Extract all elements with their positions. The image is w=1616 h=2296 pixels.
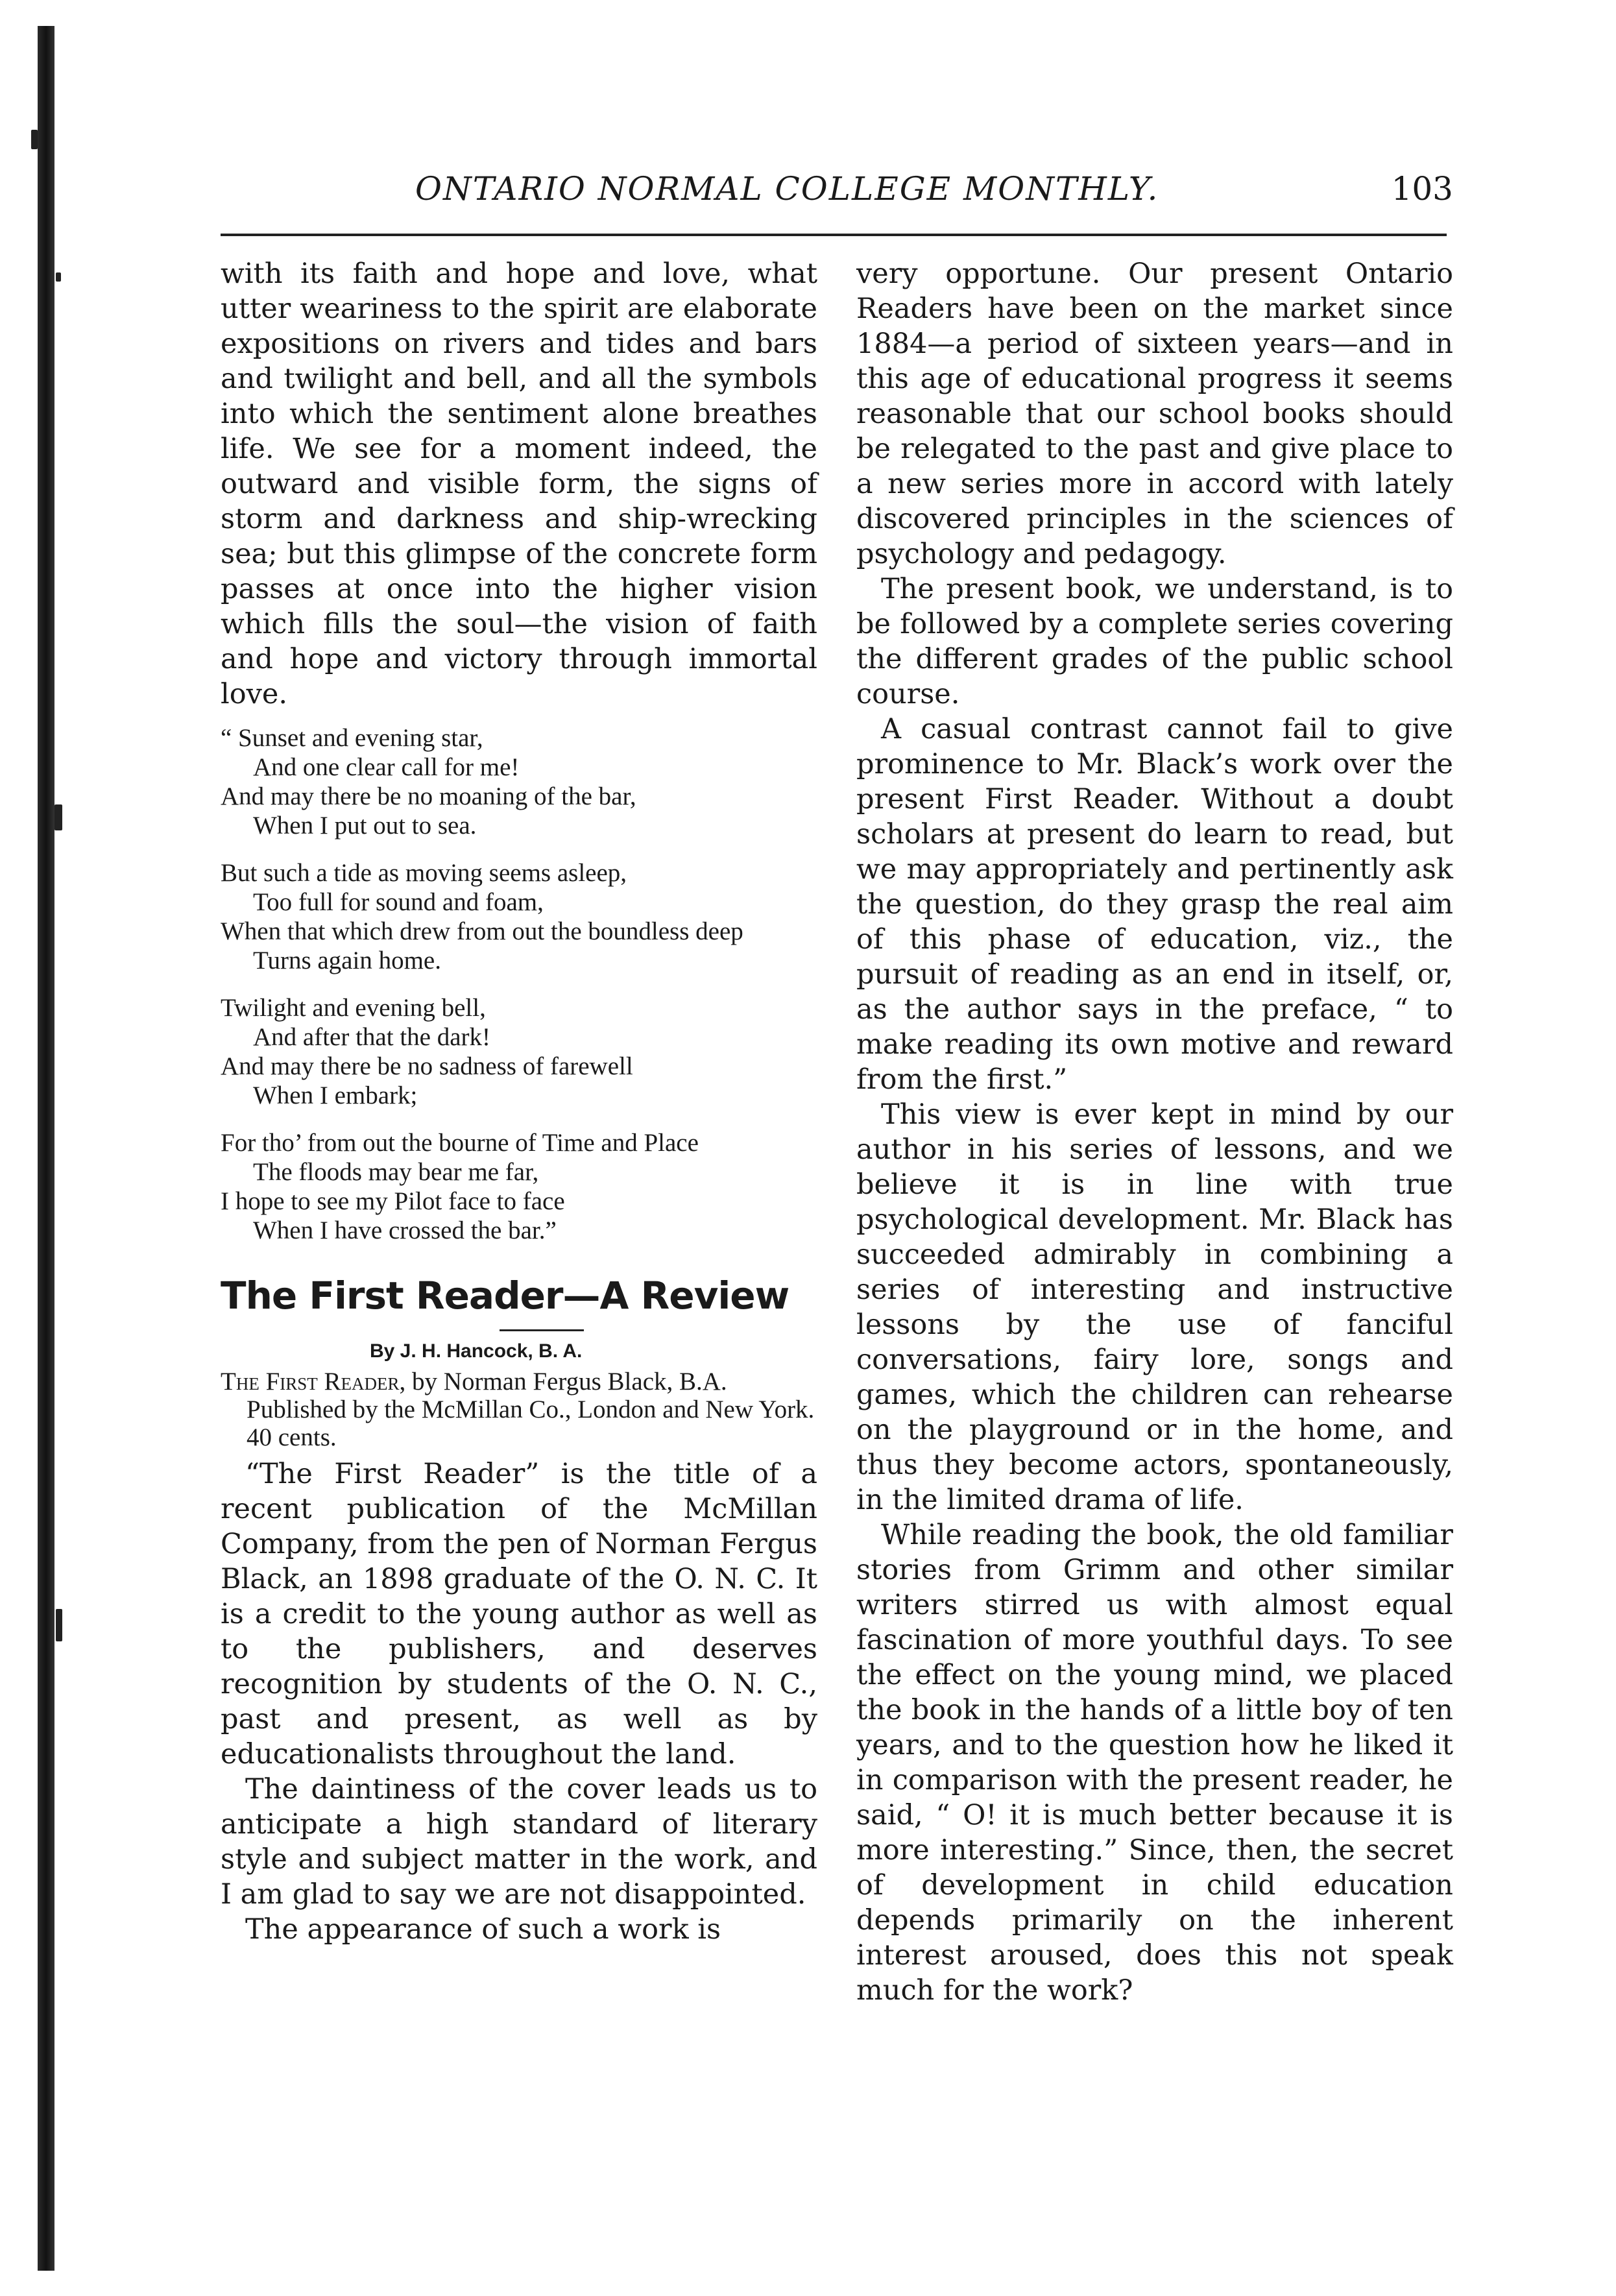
paragraph: While reading the book, the old familiar stories from Grimm and other similar writers stirred us with almost equal fascination of more youthful days. To see the effect on the young mind, we placed the book in the hands of a little boy of ten years, and to the question how he liked it in comparison with the present reader, he said, “ O! it is much better because it is more interesting.” Since, then, the secret of development in child education depends primarily on the inherent interest aroused, does this not speak much for the work? — [856, 1519, 1453, 2007]
poem-line: I hope to see my Pilot face to face — [221, 1187, 565, 1215]
paragraph: “The First Reader” is the title of a recent publication of the McMillan Company, from the pen of Norman Fergus Black, an 1898 graduate of the O. N. C. It is a credit to the young author as well as to the publishers, and deserves recognition by students of the O. N. C., past and present, as well as by educationalists throughout the land. — [221, 1458, 817, 1770]
paragraph: The appearance of such a work is — [245, 1913, 721, 1946]
poem-line: The floods may bear me far, — [253, 1158, 539, 1186]
book-title: The First Reader — [221, 1368, 400, 1396]
page-number: 103 — [1391, 170, 1453, 208]
binding-speck — [31, 130, 38, 149]
poem-stanza — [221, 858, 817, 975]
poem-line: And may there be no sadness of farewell — [221, 1052, 633, 1080]
paragraph: The daintiness of the cover leads us to anticipate a high standard of literary style and subject matter in the work, and I am glad to say we are not disappointed. — [221, 1773, 817, 1911]
header-rule — [221, 234, 1447, 236]
paragraph: The present book, we understand, is to be followed by a complete series covering the different grades of the public school course. — [856, 573, 1453, 710]
paragraph: with its faith and hope and love, what utter weariness to the spirit are elaborate expositions on rivers and tides and bars and twilight and bell, and all the symbols into which the sentiment alone breathes life. We see for a moment indeed, the outward and visible form, the signs of storm and darkness and ship-wrecking sea; but this glimpse of the concrete form passes at once into the higher vision which fills the soul—the vision of faith and hope and victory through immortal love. — [221, 258, 817, 710]
poem-line: But such a tide as moving seems asleep, — [221, 859, 627, 887]
binding-speck — [54, 804, 62, 830]
poem-line: And one clear call for me! — [253, 753, 520, 781]
binding-speck — [56, 272, 61, 282]
poem-line: “ Sunset and evening star, — [221, 724, 483, 752]
left-column — [221, 256, 817, 1947]
poem-line: When I embark; — [253, 1082, 418, 1109]
article-heading: The First Reader—A Review — [221, 1274, 790, 1318]
book-details: , by Norman Fergus Black, B.A. Published by the McMillan Co., London and New York. 40 cents. — [247, 1368, 815, 1451]
poem-line: When I have crossed the bar.” — [253, 1216, 557, 1244]
poem-stanza — [221, 1128, 817, 1245]
poem-stanza — [221, 993, 817, 1110]
poem-line: And after that the dark! — [253, 1023, 491, 1051]
poem-line: Twilight and evening bell, — [221, 994, 486, 1022]
paragraph: A casual contrast cannot fail to give prominence to Mr. Black’s work over the present First Reader. Without a doubt scholars at present do learn to read, but we may appropriately and pertinently ask the question, do they grasp the real aim of this phase of education, viz., the pursuit of reading as an end in itself, or, as the author says in the preface, “ to make reading its own motive and reward from the first.” — [856, 713, 1453, 1096]
poem-line: When that which drew from out the boundless deep — [221, 917, 743, 945]
poem-line: When I put out to sea. — [253, 812, 477, 840]
bibliographic-entry — [221, 1368, 817, 1451]
poem-crossing-the-bar — [221, 723, 817, 1245]
binding-speck — [56, 1609, 62, 1641]
heading-rule — [500, 1329, 584, 1331]
running-header — [221, 170, 1453, 215]
poem-line: Too full for sound and foam, — [253, 888, 544, 916]
poem-line: And may there be no moaning of the bar, — [221, 782, 636, 810]
page-binding-edge — [38, 26, 54, 2271]
right-column — [856, 256, 1453, 2008]
byline: By J. H. Hancock, B. A. — [370, 1340, 583, 1362]
poem-line: For tho’ from out the bourne of Time and Place — [221, 1129, 699, 1157]
journal-title: ONTARIO NORMAL COLLEGE MONTHLY. — [415, 170, 1159, 208]
poem-line: Turns again home. — [253, 947, 441, 974]
poem-stanza — [221, 723, 817, 840]
paragraph: This view is ever kept in mind by our author in his series of lessons, and we believe it is in line with true psychological development. Mr. Black has succeeded admirably in combining a series of interesting and instructive lessons by the use of fanciful conversations, fairy lore, songs and games, which the children can rehearse on the playground or in the home, and thus they become actors, spontaneously, in the limited drama of life. — [856, 1098, 1453, 1516]
paragraph: very opportune. Our present Ontario Readers have been on the market since 1884—a period of sixteen years—and in this age of educational progress it seems reasonable that our school books should be relegated to the past and give place to a new series more in accord with lately discovered principles in the sciences of psychology and pedagogy. — [856, 258, 1453, 570]
